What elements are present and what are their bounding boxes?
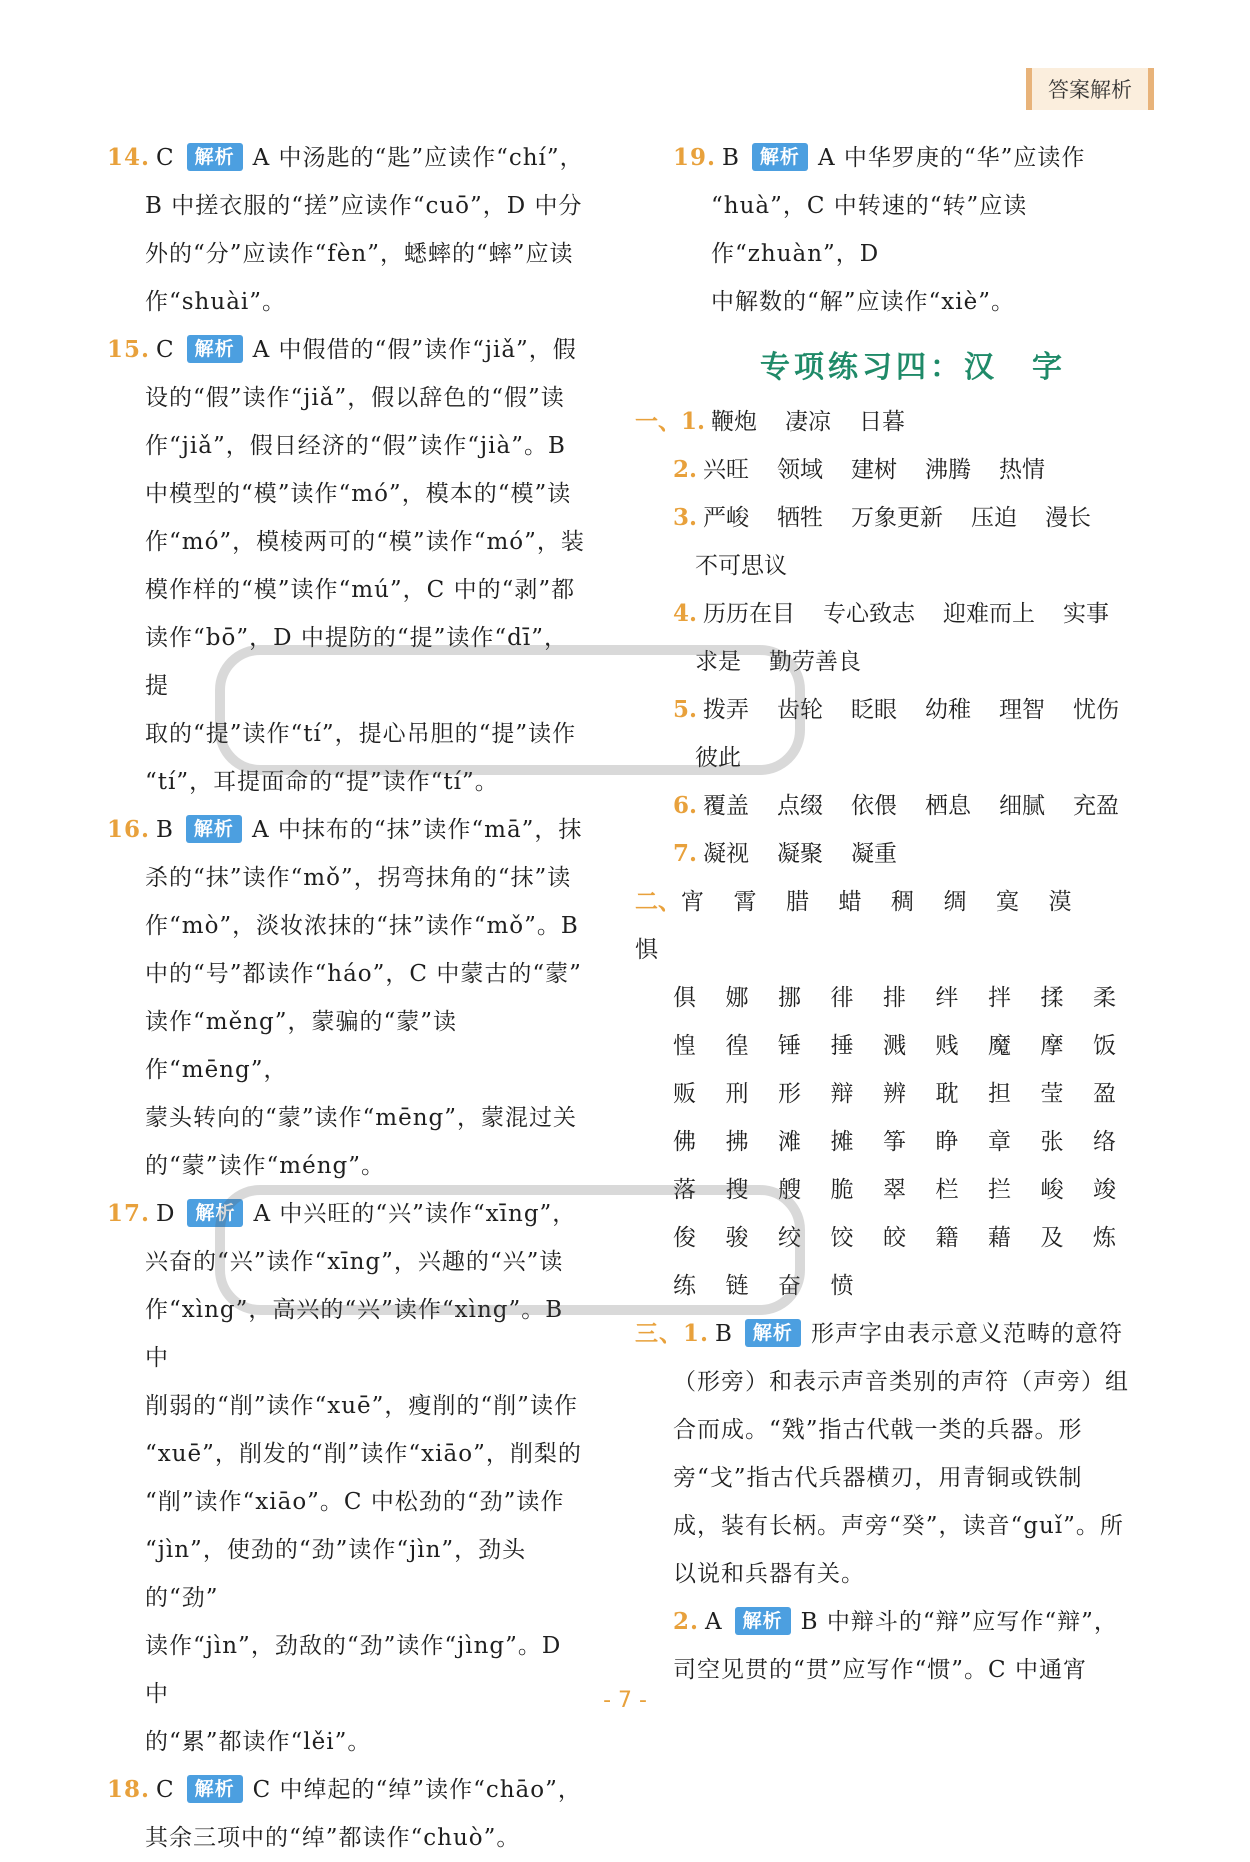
section-title: 专项练习四：汉 字	[760, 350, 1066, 385]
answer-text-line: 取的“提”读作“tí”，提心吊胆的“提”读作	[145, 721, 577, 747]
analysis-badge: 解析	[187, 1199, 243, 1227]
section-tab-label: 答案解析	[1048, 78, 1132, 102]
answer-text-line: 作“xìng”，高兴的“兴”读作“xìng”。B 中	[145, 1297, 564, 1371]
part1-item-5: 5. 拨弄 齿轮 眨眼 幼稚 理智 忧伤	[673, 696, 1120, 723]
analysis-badge: 解析	[187, 1775, 243, 1803]
part1-item-2: 2. 兴旺 领域 建树 沸腾 热情	[673, 456, 1046, 483]
answer-19-line-0: 19. B 解析 A 中华罗庚的“华”应读作	[673, 144, 1086, 171]
answer-text-line: “xuē”，削发的“削”读作“xiāo”，削梨的	[145, 1441, 582, 1467]
answer-14-line-0: 14. C 解析 A 中汤匙的“匙”应读作“chí”，	[107, 144, 584, 171]
left-column	[107, 134, 587, 1862]
part2-row: 俱 娜 挪 徘 排 绊 拌 揉 柔	[673, 985, 1116, 1011]
answer-text-line: 的“累”都读作“lěi”。	[145, 1729, 372, 1755]
part2-grid	[635, 878, 1153, 1310]
answer-text-line: 杀的“抹”读作“mǒ”，拐弯抹角的“抹”读	[145, 865, 572, 891]
answer-18-line-0: 18. C 解析 C 中绰起的“绰”读作“chāo”，	[107, 1776, 582, 1803]
answer-text-line: 读作“bō”，D 中提防的“提”读作“dī”，提	[145, 625, 568, 699]
answer-text-line: 中模型的“模”读作“mó”，模本的“模”读	[145, 481, 572, 507]
answer-text-line: （形旁）和表示声音类别的声符（声旁）组	[673, 1369, 1129, 1395]
answer-text-line: 读作“jìn”，劲敌的“劲”读作“jìng”。D 中	[145, 1633, 562, 1707]
answer-text-line: 外的“分”应读作“fèn”，蟋蟀的“蟀”应读	[145, 241, 574, 267]
answer-text-line: 中解数的“解”应读作“xiè”。	[711, 289, 1015, 315]
analysis-badge: 解析	[735, 1607, 791, 1635]
answer-text-line: 兴奋的“兴”读作“xīng”，兴趣的“兴”读	[145, 1249, 564, 1275]
answer-text-line: 中的“号”都读作“háo”，C 中蒙古的“蒙”	[145, 961, 582, 987]
part2-row: 贩 刑 形 辩 辨 耽 担 莹 盈	[673, 1081, 1116, 1107]
answer-text-line: 作“mò”，淡妆浓抹的“抹”读作“mǒ”。B	[145, 913, 579, 939]
analysis-badge: 解析	[186, 815, 242, 843]
part2-row: 惶 徨 锤 捶 溅 贱 魔 摩 饭	[673, 1033, 1116, 1059]
answer-text-line: 作“mó”，模棱两可的“模”读作“mó”，装	[145, 529, 585, 555]
analysis-badge: 解析	[187, 335, 243, 363]
part2-row: 落 搜 艘 脆 翠 栏 拦 峻 竣	[673, 1177, 1116, 1203]
section-tab	[1026, 68, 1154, 110]
part2-row: 佛 拂 滩 摊 筝 睁 章 张 络	[673, 1129, 1116, 1155]
answer-text-line: 读作“měng”，蒙骗的“蒙”读作“mēng”，	[145, 1009, 457, 1083]
part2-row: 练 链 奋 愤	[673, 1273, 854, 1299]
analysis-badge: 解析	[745, 1319, 801, 1347]
answer-15-line-0: 15. C 解析 A 中假借的“假”读作“jiǎ”，假	[107, 336, 577, 363]
answer-text-line: 蒙头转向的“蒙”读作“mēng”，蒙混过关	[145, 1105, 577, 1131]
answer-text-line: 设的“假”读作“jiǎ”，假以辞色的“假”读	[145, 385, 565, 411]
part1-item-6: 6. 覆盖 点缀 依偎 栖息 细腻 充盈	[673, 792, 1120, 819]
answer-text-line: 作“shuài”。	[145, 289, 287, 315]
page-number: - 7 -	[603, 1688, 647, 1713]
answer-text-line: “削”读作“xiāo”。C 中松劲的“劲”读作	[145, 1489, 565, 1515]
part1-item-3-cont: 不可思议	[695, 553, 787, 579]
answer-text-line: “tí”，耳提面命的“提”读作“tí”。	[145, 769, 499, 795]
part2-row: 俊 骏 绞 饺 皎 籍 藉 及 炼	[673, 1225, 1116, 1251]
answer-text-line: 其余三项中的“绰”都读作“chuò”。	[145, 1825, 521, 1851]
answer-text-line: 成，装有长柄。声旁“癸”，读音“guǐ”。所	[673, 1513, 1124, 1539]
right-column	[635, 134, 1153, 1694]
answer-text-line: 合而成。“戣”指古代戟一类的兵器。形	[673, 1417, 1083, 1443]
part1-item-1: 一、1. 鞭炮 凄凉 日暮	[635, 408, 906, 435]
answer-text-line: “jìn”，使劲的“劲”读作“jìn”，劲头的“劲”	[145, 1537, 527, 1611]
answer-text-line: 模作样的“模”读作“mú”，C 中的“剥”都	[145, 577, 576, 603]
answer-text-line: 司空见贯的“贯”应写作“惯”。C 中通宵	[673, 1657, 1087, 1683]
answer-text-line: 以说和兵器有关。	[673, 1561, 865, 1587]
part3-item-1-line-0: 三、1. B 解析 形声字由表示意义范畴的意符	[635, 1320, 1123, 1347]
answer-text-line: 旁“戈”指古代兵器横刃，用青铜或铁制	[673, 1465, 1083, 1491]
answer-text-line: 削弱的“削”读作“xuē”，瘦削的“削”读作	[145, 1393, 578, 1419]
part1-item-3: 3. 严峻 牺牲 万象更新 压迫 漫长	[673, 504, 1092, 531]
part1-item-7: 7. 凝视 凝聚 凝重	[673, 840, 898, 867]
part1-item-5-cont: 彼此	[695, 745, 741, 771]
analysis-badge: 解析	[752, 143, 808, 171]
answer-17-line-0: 17. D 解析 A 中兴旺的“兴”读作“xīng”，	[107, 1200, 577, 1227]
answer-text-line: B 中搓衣服的“搓”应读作“cuō”，D 中分	[145, 193, 583, 219]
part3-item-2-line-0: 2. A 解析 B 中辩斗的“辩”应写作“辩”，	[673, 1608, 1118, 1635]
analysis-badge: 解析	[187, 143, 243, 171]
answer-text-line: “huà”，C 中转速的“转”应读作“zhuàn”，D	[711, 193, 1028, 267]
answer-16-line-0: 16. B 解析 A 中抹布的“抹”读作“mā”，抹	[107, 816, 583, 843]
part2-row: 二、宵 霄 腊 蜡 稠 绸 寞 漠惧	[635, 888, 1072, 963]
part1-item-4: 4. 历历在目 专心致志 迎难而上 实事	[673, 600, 1110, 627]
part1-item-4-cont: 求是 勤劳善良	[695, 649, 861, 675]
answer-text-line: 的“蒙”读作“méng”。	[145, 1153, 385, 1179]
answer-text-line: 作“jiǎ”，假日经济的“假”读作“jià”。B	[145, 433, 566, 459]
